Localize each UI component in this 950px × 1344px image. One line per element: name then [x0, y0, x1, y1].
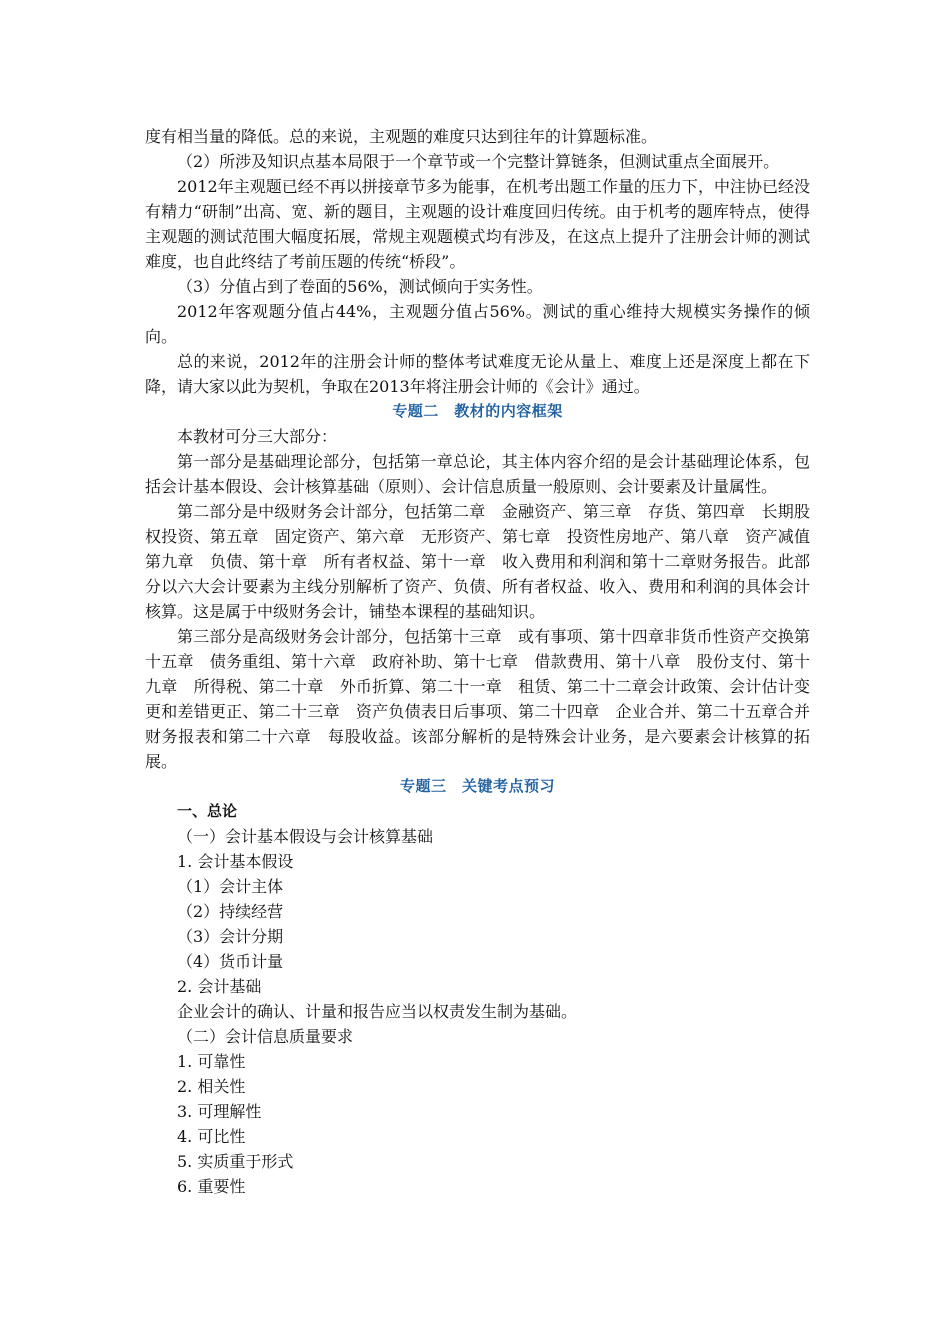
list-item: 企业会计的确认、计量和报告应当以权责发生制为基础。: [177, 1002, 578, 1021]
paragraph: （3）分值占到了卷面的56%，测试倾向于实务性。: [177, 277, 543, 296]
list-item: 1. 会计基本假设: [177, 852, 294, 871]
list-item: 5. 实质重于形式: [177, 1152, 294, 1171]
list-item: （一）会计基本假设与会计核算基础: [177, 827, 434, 846]
list-item: 3. 可理解性: [177, 1102, 262, 1121]
list-item: （1）会计主体: [177, 877, 284, 896]
list-item: 4. 可比性: [177, 1127, 246, 1146]
paragraph: 2012年主观题已经不再以拼接章节多为能事，在机考出题工作量的压力下，中注协已经没有精力“研制”出高、宽、新的题目，主观题的设计难度回归传统。由于机考的题库特点，使得主观题的测试范围大幅度拓展，常规主观题模式均有涉及，在这点上提升了注册会计师的测试难度，也自此终结了考前压题的传统“桥段”。: [145, 177, 810, 271]
section-heading: 一、总论: [177, 802, 238, 820]
list-item: （3）会计分期: [177, 927, 284, 946]
topic-heading: 专题三 关键考点预习: [399, 777, 555, 795]
list-item: （2）持续经营: [177, 902, 284, 921]
paragraph: （2）所涉及知识点基本局限于一个章节或一个完整计算链条，但测试重点全面展开。: [177, 152, 780, 171]
paragraph: 度有相当量的降低。总的来说，主观题的难度只达到往年的计算题标准。: [145, 127, 658, 146]
list-item: （二）会计信息质量要求: [177, 1027, 354, 1046]
document-body: [145, 124, 810, 1199]
list-item: 2. 会计基础: [177, 977, 262, 996]
paragraph: 本教材可分三大部分：: [177, 427, 338, 446]
list-item: 2. 相关性: [177, 1077, 246, 1096]
paragraph: 第二部分是中级财务会计部分，包括第二章 金融资产、第三章 存货、第四章 长期股权投资、第五章 固定资产、第六章 无形资产、第七章 投资性房地产、第八章 资产减值第九章 负债、第十章 所有者权益、第十一章 收入费用和利润和第十二章财务报告。此部分以六大会计要素为主线分别解析了资产、负债、所有者权益、收入、费用和利润的具体会计核算。这是属于中级财务会计，铺垫本课程的基础知识。: [145, 502, 810, 621]
paragraph: 第三部分是高级财务会计部分，包括第十三章 或有事项、第十四章非货币性资产交换第十五章 债务重组、第十六章 政府补助、第十七章 借款费用、第十八章 股份支付、第十九章 所得税、第二十章 外币折算、第二十一章 租赁、第二十二章会计政策、会计估计变更和差错更正、第二十三章 资产负债表日后事项、第二十四章 企业合并、第二十五章合并财务报表和第二十六章 每股收益。该部分解析的是特殊会计业务，是六要素会计核算的拓展。: [145, 627, 810, 771]
topic-heading: 专题二 教材的内容框架: [392, 402, 563, 420]
paragraph: 第一部分是基础理论部分，包括第一章总论，其主体内容介绍的是会计基础理论体系，包括会计基本假设、会计核算基础（原则）、会计信息质量一般原则、会计要素及计量属性。: [145, 452, 810, 496]
paragraph: 2012年客观题分值占44%，主观题分值占56%。测试的重心维持大规模实务操作的倾向。: [145, 302, 810, 346]
list-item: （4）货币计量: [177, 952, 284, 971]
paragraph: 总的来说，2012年的注册会计师的整体考试难度无论从量上、难度上还是深度上都在下降，请大家以此为契机，争取在2013年将注册会计师的《会计》通过。: [145, 352, 810, 396]
list-item: 6. 重要性: [177, 1177, 246, 1196]
list-item: 1. 可靠性: [177, 1052, 246, 1071]
